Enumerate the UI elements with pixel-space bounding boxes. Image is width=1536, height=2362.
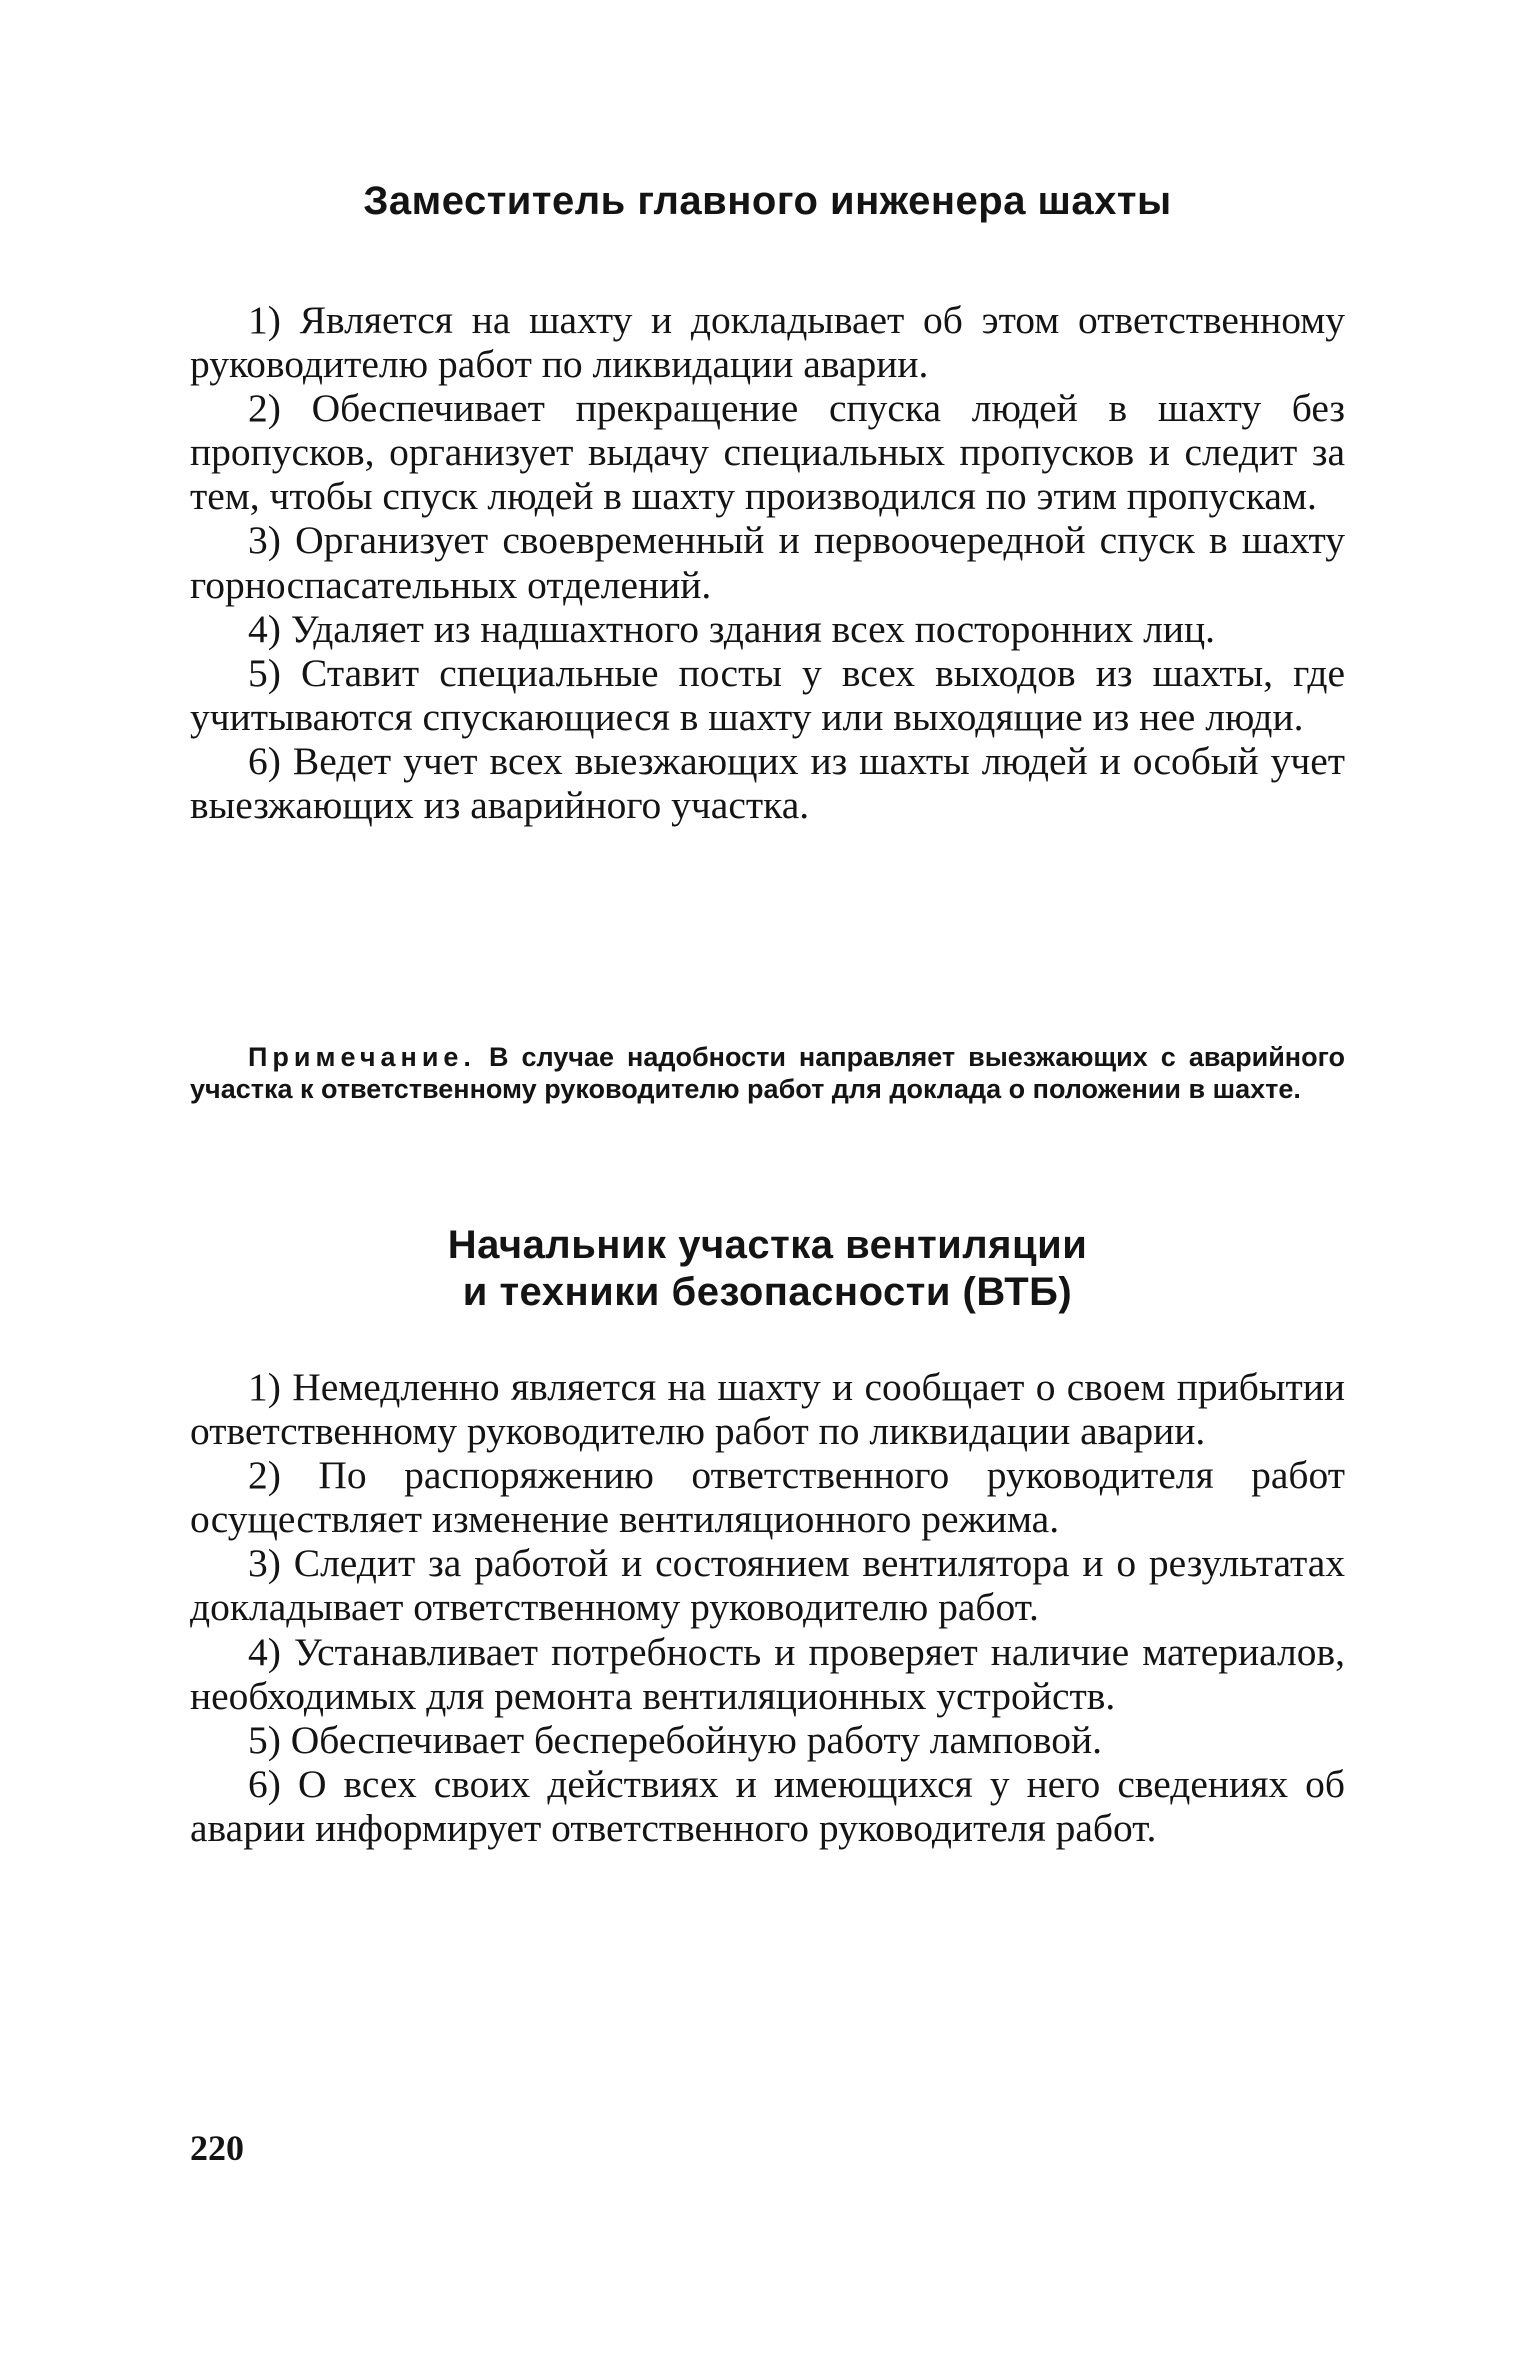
duty-item: 1) Немедленно является на шахту и сообщает о своем прибытии ответственному руководителю работ по ликвидации аварии. (190, 1365, 1345, 1454)
section-heading-ventilation-safety-chief (190, 1222, 1345, 1316)
heading-line-2: и техники безопасности (ВТБ) (462, 1270, 1073, 1314)
duties-list-deputy-chief-engineer (190, 298, 1345, 827)
duties-list-ventilation-safety-chief (190, 1365, 1345, 1850)
duty-item: 3) Следит за работой и состоянием вентилятора и о результатах докладывает ответственному руководителю работ. (190, 1541, 1345, 1630)
duty-item: 5) Ставит специальные посты у всех выходов из шахты, где учитываются спускающиеся в шахту или выходящие из нее люди. (190, 650, 1345, 739)
duty-item: 5) Обеспечивает бесперебойную работу ламповой. (248, 1717, 1103, 1762)
duty-item: 6) О всех своих действиях и имеющихся у него сведениях об аварии информирует ответственного руководителя работ. (190, 1761, 1345, 1850)
duty-item: 2) Обеспечивает прекращение спуска людей в шахту без пропусков, организует выдачу специальных пропусков и следит за тем, чтобы спуск людей в шахту производился по этим пропускам. (190, 386, 1345, 519)
duty-item: 4) Удаляет из надшахтного здания всех посторонних лиц. (248, 606, 1216, 651)
duty-item: 3) Организует своевременный и первоочередной спуск в шахту горноспасательных отделений. (190, 518, 1345, 607)
duty-item: 6) Ведет учет всех выезжающих из шахты людей и особый учет выезжающих из аварийного участка. (190, 738, 1345, 828)
duty-item: 1) Является на шахту и докладывает об этом ответственному руководителю работ по ликвидации аварии. (190, 298, 1345, 387)
heading-text: Заместитель главного инженера шахты (363, 179, 1172, 223)
note-label: Примечание. (248, 1042, 476, 1072)
duty-item: 2) По распоряжению ответственного руководителя работ осуществляет изменение вентиляционного режима. (190, 1453, 1345, 1542)
section-heading-deputy-chief-engineer (190, 178, 1345, 225)
duty-item: 4) Устанавливает потребность и проверяет наличие материалов, необходимых для ремонта вентиляционных устройств. (190, 1629, 1345, 1718)
note-text: В случае надобности направляет выезжающих с аварийного участка к ответственному руководителю работ для доклада о положении в шахте. (190, 1042, 1345, 1104)
heading-line-1: Начальник участка вентиляции (447, 1223, 1088, 1267)
note-paragraph (190, 1041, 1345, 1105)
page-number: 220 (190, 2128, 244, 2168)
